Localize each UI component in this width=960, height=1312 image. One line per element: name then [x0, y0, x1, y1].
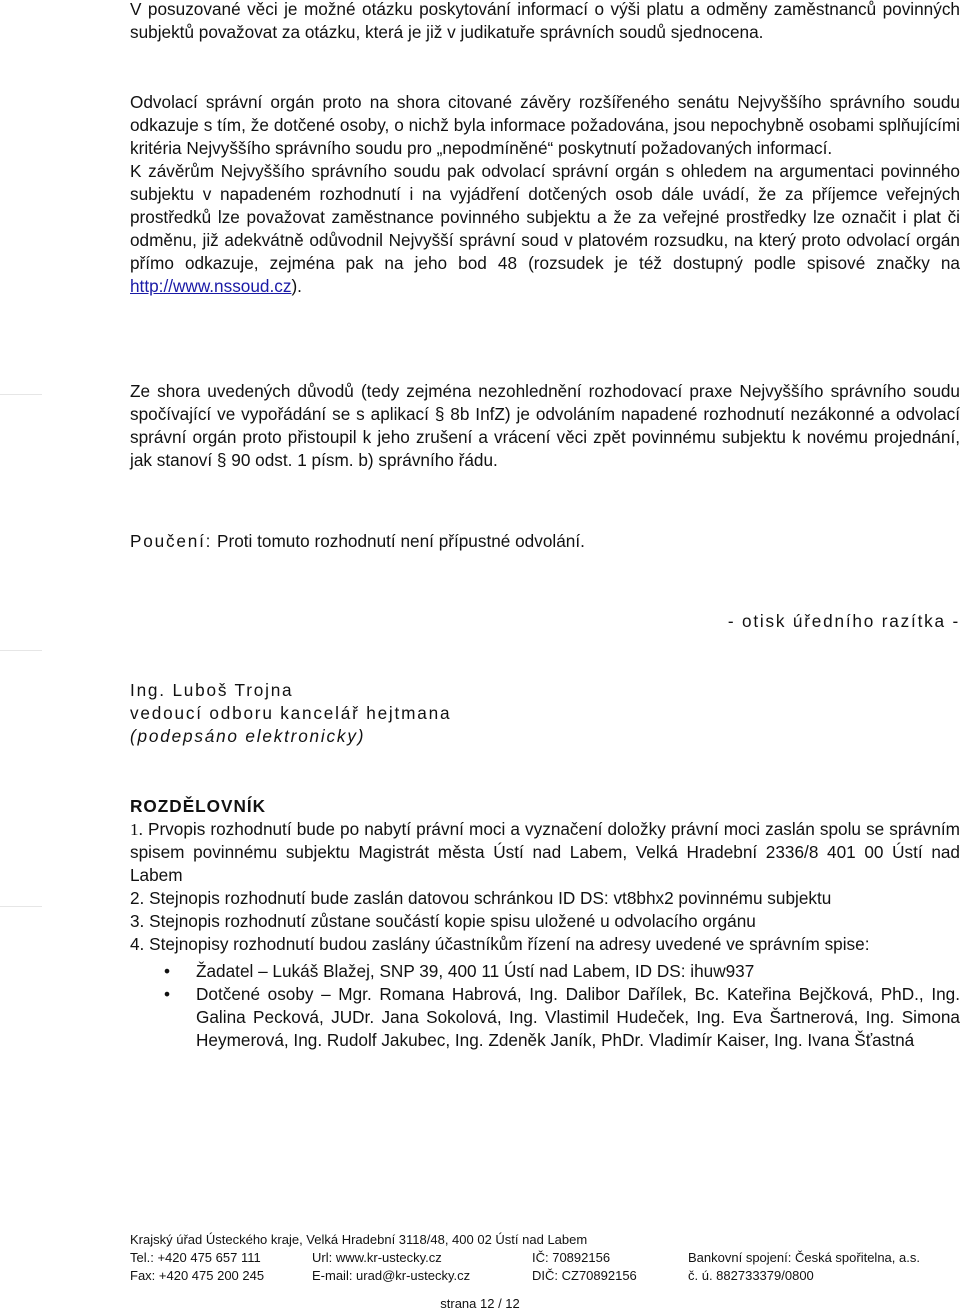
footer-email: E-mail: urad@kr-ustecky.cz: [312, 1268, 471, 1283]
distribution-item-1-text: Prvopis rozhodnutí bude po nabytí právní moci a vyznačení doložky právní moci zaslán spolu se správním spisem povinnému subjektu Magistrát města Ústí nad Labem, Velká Hradební 2336/8 401 00 Ústí nad Labem: [130, 819, 960, 885]
signer-role: vedoucí odboru kancelář hejtmana: [130, 703, 452, 723]
footer-address-row: [130, 1231, 960, 1249]
stamp-placeholder: [130, 610, 960, 633]
pouceni: [130, 530, 960, 553]
paragraph-zavery-text: K závěrům Nejvyššího správního soudu pak odvolací správní orgán s ohledem na argumentaci povinného subjektu v napadeném rozhodnutí i na vyjádření dotčených osob dále uvádí, že za příjemce veřejných prostředků lze považovat zaměstnance povinného subjektu a že za veřejné prostředky lze označit i plat či odměnu, již adekvátně odůvodnil Nejvyšší správní soud v platovém rozsudku, na který proto odvolací orgán přímo odkazuje, zejména pak na jeho bod 48 (rozsudek je též dostupný podle spisové značky na: [130, 161, 960, 273]
signature-block: [130, 679, 960, 748]
recipient-item: [130, 983, 960, 1052]
distribution-item-1-number: 1.: [130, 820, 143, 839]
footer-tel: Tel.: +420 475 657 111: [130, 1250, 261, 1265]
distribution-item-3: 3. Stejnopis rozhodnutí zůstane součástí kopie spisu uložené u odvolacího orgánu: [130, 911, 756, 931]
footer-dic: DIČ: CZ70892156: [532, 1268, 637, 1283]
paragraph-text: V posuzované věci je možné otázku poskytování informací o výši platu a odměny zaměstnanců povinných subjektů považovat za otázku, která je již v judikatuře správních soudů sjednocena.: [130, 0, 960, 42]
paragraph-odvolaci: Odvolací správní orgán proto na shora citované závěry rozšířeného senátu Nejvyššího správního soudu odkazuje s tím, že dotčené osoby, o nichž byla informace požadována, jsou nepochybně osobami splňujícími kritéria Nejvyššího správního soudu pro „nepodmíněné“ poskytnutí požadovaných informací.: [130, 92, 960, 158]
footer-row-1: [130, 1249, 960, 1267]
link-suffix: ).: [291, 276, 302, 296]
bullet-icon: •: [164, 961, 171, 981]
pouceni-text: Proti tomuto rozhodnutí není přípustné odvolání.: [217, 531, 585, 551]
distribution-list: [130, 795, 960, 1052]
paragraph-odvolaci-block: [130, 91, 960, 298]
nssoud-link[interactable]: http://www.nssoud.cz: [130, 276, 292, 296]
stamp-text: - otisk úředního razítka -: [727, 611, 960, 631]
distribution-item-2: 2. Stejnopis rozhodnutí bude zaslán datovou schránkou ID DS: vt8bhx2 povinnému subjektu: [130, 888, 832, 908]
page-number: strana 12 / 12: [440, 1296, 520, 1311]
footer-ic: IČ: 70892156: [532, 1250, 611, 1265]
footer-address: Krajský úřad Ústeckého kraje, Velká Hradební 3118/48, 400 02 Ústí nad Labem: [130, 1232, 588, 1247]
page-footer: [130, 1231, 960, 1285]
signer-name: Ing. Luboš Trojna: [130, 680, 294, 700]
recipient-text: Dotčené osoby – Mgr. Romana Habrová, Ing. Dalibor Dařílek, Bc. Kateřina Bejčková, PhD., Ing. Galina Pecková, JUDr. Jana Sokolová, Ing. Vlastimil Hudeček, Ing. Eva Šartnerová, Ing. Simona Heymerová, Ing. Rudolf Jakubec, Ing. Zdeněk Janík, PhDr. Vladimír Kaiser, Ing. Ivana Šťastná: [196, 984, 960, 1050]
footer-url: Url: www.kr-ustecky.cz: [312, 1250, 442, 1265]
paragraph-zavery: [130, 160, 960, 298]
distribution-item-4: 4. Stejnopisy rozhodnutí budou zaslány účastníkům řízení na adresy uvedené ve správním spise:: [130, 934, 870, 954]
bullet-icon: •: [164, 984, 171, 1004]
margin-mark: [0, 394, 42, 395]
footer-fax: Fax: +420 475 200 245: [130, 1268, 265, 1283]
signature-note: (podepsáno elektronicky): [130, 726, 366, 746]
paragraph-judikatura: [130, 0, 960, 44]
footer-bank: Bankovní spojení: Česká spořitelna, a.s.: [688, 1250, 920, 1265]
footer-row-2: [130, 1267, 960, 1285]
paragraph-duvody: Ze shora uvedených důvodů (tedy zejména nezohlednění rozhodovací praxe Nejvyššího správního soudu spočívající ve vypořádání se s aplikací § 8b InfZ) je odvoláním napadené rozhodnutí nezákonné a odvolací správní orgán proto přistoupil k jeho zrušení a vrácení věci zpět povinnému subjektu k novému projednání, jak stanoví § 90 odst. 1 písm. b) správního řádu.: [130, 381, 960, 470]
recipient-item: [130, 960, 960, 983]
recipient-list: [130, 960, 960, 1052]
distribution-heading: ROZDĚLOVNÍK: [130, 796, 267, 816]
margin-mark: [0, 906, 42, 907]
distribution-item-1: [130, 818, 960, 887]
paragraph-duvody-block: [130, 380, 960, 472]
margin-mark: [0, 650, 42, 651]
pouceni-label: Poučení:: [130, 531, 213, 551]
recipient-text: Žadatel – Lukáš Blažej, SNP 39, 400 11 Ústí nad Labem, ID DS: ihuw937: [196, 961, 755, 981]
footer-account: č. ú. 882733379/0800: [688, 1268, 814, 1283]
